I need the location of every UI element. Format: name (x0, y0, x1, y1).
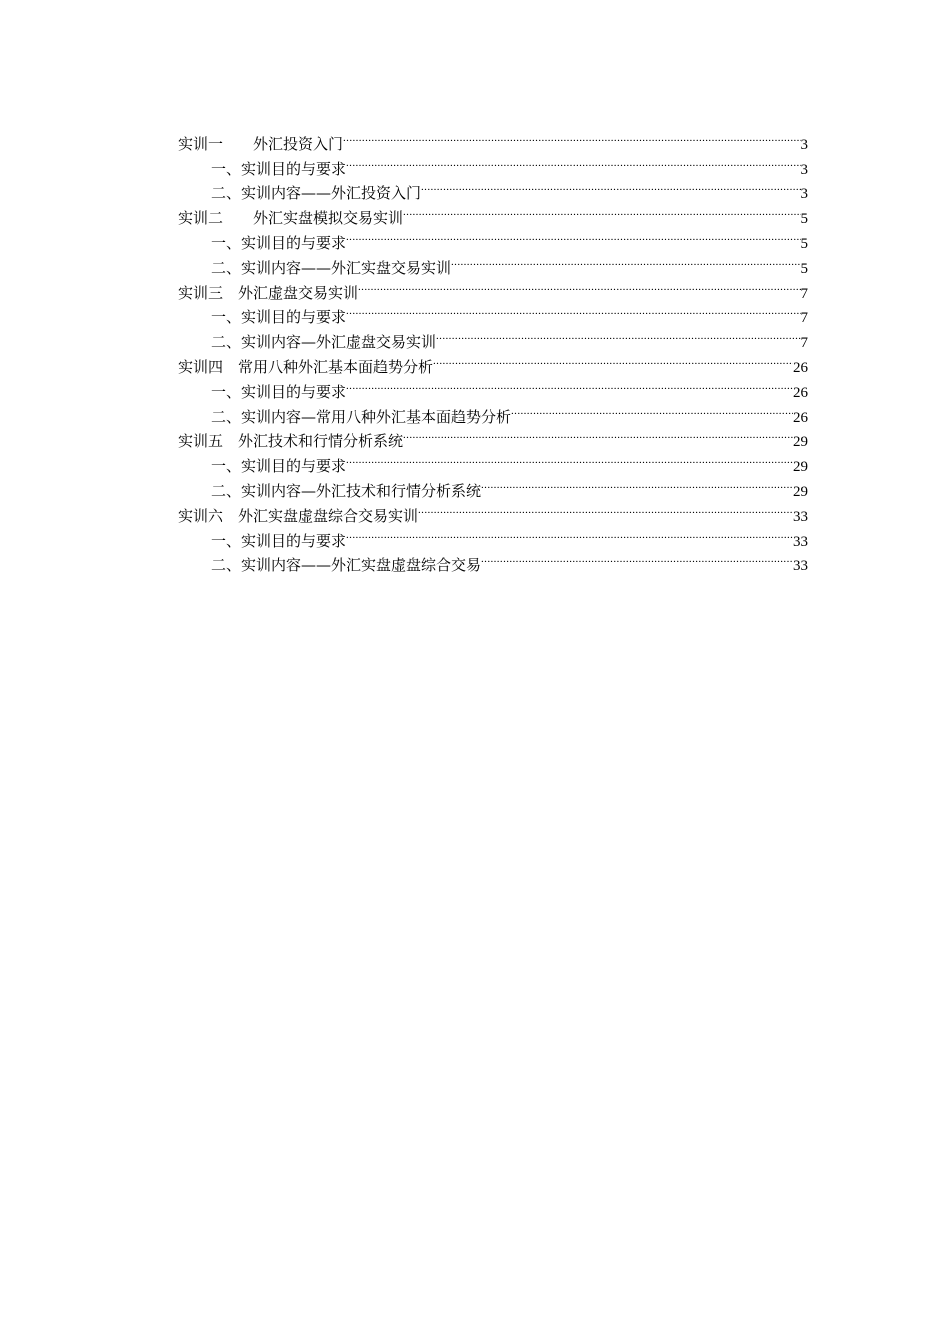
toc-page-number: 3 (800, 161, 808, 178)
toc-entry-title: 二、实训内容——外汇投资入门 (211, 184, 422, 203)
toc-entry-title: 一、实训目的与要求 (211, 308, 347, 327)
dot-leader (511, 397, 793, 422)
toc-entry-title: 实训一 外汇投资入门 (178, 134, 344, 153)
toc-page-number: 5 (800, 211, 808, 228)
toc-page-number: 33 (793, 533, 808, 550)
toc-page-number: 7 (800, 285, 808, 302)
toc-page-number: 29 (793, 459, 808, 476)
dot-leader (358, 273, 800, 298)
toc-entry-title: 二、实训内容—外汇虚盘交易实训 (211, 333, 437, 352)
dot-leader (481, 471, 793, 496)
dot-leader (403, 422, 793, 447)
toc-entry-title: 二、实训内容—常用八种外汇基本面趋势分析 (211, 407, 512, 426)
dot-leader (343, 124, 800, 149)
toc-entry-title: 一、实训目的与要求 (211, 159, 347, 178)
dot-leader (418, 496, 793, 521)
toc-entry-title: 实训二 外汇实盘模拟交易实训 (178, 209, 404, 228)
dot-leader (481, 546, 793, 571)
toc-entry-title: 一、实训目的与要求 (211, 233, 347, 252)
dot-leader (421, 174, 800, 199)
toc-page-number: 26 (793, 409, 808, 426)
toc-page-number: 33 (793, 508, 808, 525)
toc-page-number: 3 (800, 136, 808, 153)
toc-entry-title: 一、实训目的与要求 (211, 382, 347, 401)
toc-entry-title: 实训五 外汇技术和行情分析系统 (178, 432, 404, 451)
toc-entry-title: 实训三 外汇虚盘交易实训 (178, 283, 359, 302)
toc-entry-title: 二、实训内容——外汇实盘虚盘综合交易 (211, 556, 482, 575)
toc-page-number: 7 (800, 335, 808, 352)
dot-leader (433, 347, 793, 372)
dot-leader (346, 298, 800, 323)
toc-entry-title: 实训六 外汇实盘虚盘综合交易实训 (178, 506, 419, 525)
table-of-contents (178, 124, 808, 575)
toc-page-number: 5 (800, 260, 808, 277)
toc-entry-title: 一、实训目的与要求 (211, 457, 347, 476)
dot-leader (346, 372, 793, 397)
toc-page-number: 29 (793, 434, 808, 451)
dot-leader (346, 223, 800, 248)
toc-page-number: 33 (793, 558, 808, 575)
dot-leader (436, 322, 800, 347)
dot-leader (403, 198, 800, 223)
toc-page-number: 5 (800, 235, 808, 252)
toc-entry-title: 一、实训目的与要求 (211, 531, 347, 550)
toc-entry-title: 实训四 常用八种外汇基本面趋势分析 (178, 357, 434, 376)
dot-leader (346, 446, 793, 471)
toc-page-number: 26 (793, 384, 808, 401)
dot-leader (346, 149, 800, 174)
toc-page-number: 26 (793, 359, 808, 376)
dot-leader (346, 521, 793, 546)
toc-page-number: 7 (800, 310, 808, 327)
toc-page-number: 3 (800, 186, 808, 203)
toc-entry-title: 二、实训内容——外汇实盘交易实训 (211, 258, 452, 277)
toc-entry-title: 二、实训内容—外汇技术和行情分析系统 (211, 481, 482, 500)
dot-leader (451, 248, 800, 273)
toc-page-number: 29 (793, 483, 808, 500)
toc-entry-chapter-1[interactable] (178, 124, 808, 153)
